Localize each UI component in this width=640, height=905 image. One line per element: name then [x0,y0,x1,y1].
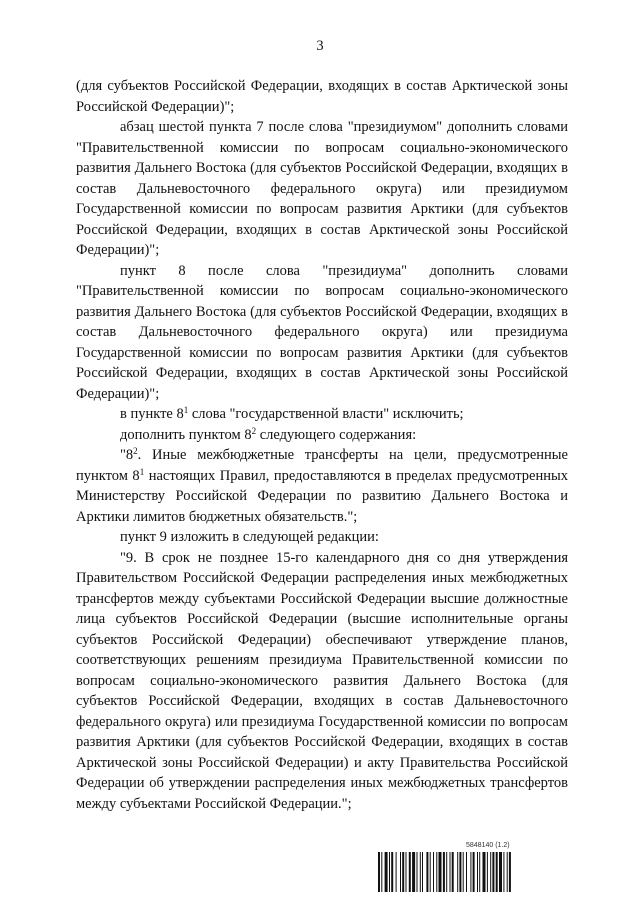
paragraph-6-superscript-2: 1 [139,466,145,477]
document-body [76,76,568,814]
paragraph-3: пункт 8 после слова "президиума" дополнить словами "Правительственной комиссии по вопросам социально-экономического развития Дальнего Востока (для субъектов Российской Федерации, входящих в состав Дальневосточного федерального округа) или президиума Государственной комиссии по вопросам развития Арктики (для субъектов Российской Федерации, входящих в состав Арктической зоны Российской Федерации)"; [76,262,568,402]
paragraph-6-text-c: настоящих Правил, предоставляются в пределах предусмотренных Министерству Российской Федерации по развитию Дальнего Востока и Арктики лимитов бюджетных обязательств."; [76,467,568,525]
barcode-label: 5848140 (1.2) [466,842,510,849]
paragraph-6-text-a: "8 [120,447,134,463]
paragraph-5-text-a: дополнить пунктом 8 [120,426,252,443]
paragraph-1: (для субъектов Российской Федерации, входящих в состав Арктической зоны Российской Федерации)"; [76,78,568,115]
paragraph-8: "9. В срок не позднее 15-го календарного дня со дня утверждения Правительством Российской Федерации распределения иных межбюджетных трансфертов между субъектами Российской Федерации высшие должностные лица субъектов Российской Федерации (высшие исполнительные органы субъектов Российской Федерации) обеспечивают утверждение планов, соответствующих решениям президиума Правительственной комиссии по вопросам социально-экономического развития Дальнего Востока (для субъектов Российской Федерации, входящих в состав Дальневосточного федерального округа) или президиума Государственной комиссии по вопросам развития Арктики (для субъектов Российской Федерации, входящих в состав Арктической зоны Российской Федерации) и акту Правительства Российской Федерации об утверждении распределения иных межбюджетных трансфертов между субъектами Российской Федерации."; [76,549,568,812]
paragraph-2: абзац шестой пункта 7 после слова "президиумом" дополнить словами "Правительственной комиссии по вопросам социально-экономического развития Дальнего Востока (для субъектов Российской Федерации, входящих в состав Дальневосточного федерального округа) или президиумом Государственной комиссии по вопросам развития Арктики (для субъектов Российской Федерации, входящих в состав Арктической зоны Российской Федерации)"; [76,119,568,258]
paragraph-5 [76,425,568,446]
page-number: 3 [316,38,324,54]
paragraph-6-text-b: . Иные межбюджетные трансферты на цели, предусмотренные пунктом 8 [76,447,568,484]
paragraph-4-text-a: в пункте 8 [120,406,184,422]
paragraph-4-text-b: слова "государственной власти" исключить; [188,406,464,422]
paragraph-6 [76,445,568,527]
paragraph-7: пункт 9 изложить в следующей редакции: [120,529,379,545]
document-barcode-block [378,842,600,892]
paragraph-6-superscript-1: 2 [133,446,138,456]
paragraph-4 [76,404,568,425]
paragraph-5-superscript: 2 [251,425,257,436]
barcode-icon [378,852,600,892]
paragraph-5-text-b: следующего содержания: [256,426,417,443]
paragraph-4-superscript: 1 [183,405,189,415]
